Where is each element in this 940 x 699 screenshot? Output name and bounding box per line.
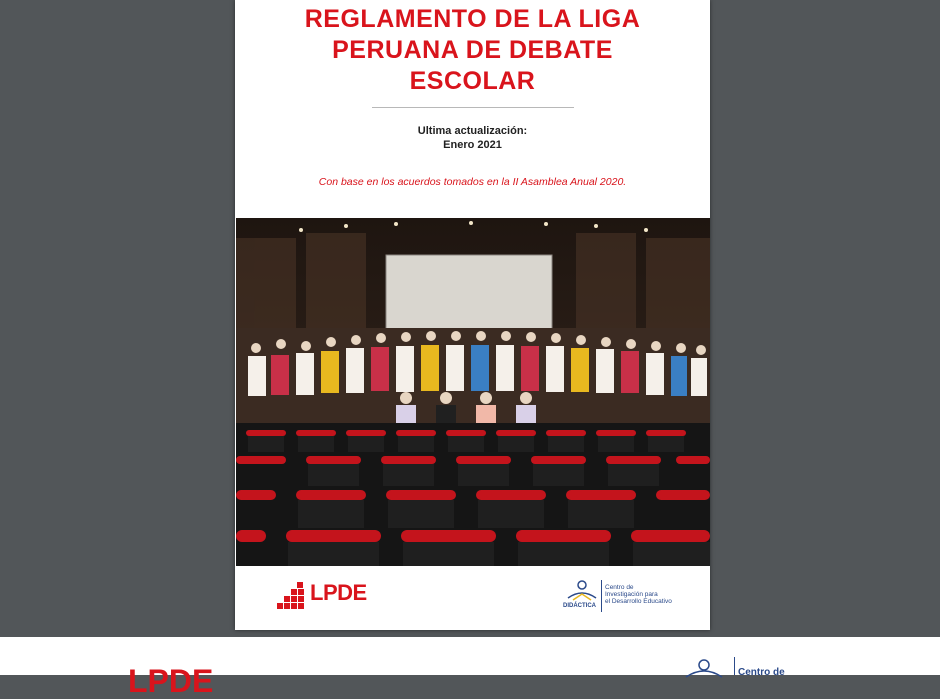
document-title [235,4,710,97]
group-photo [236,218,710,566]
didactica-divider [601,580,602,612]
document-page [235,0,710,630]
lpde-logo-mark-icon [277,582,307,610]
update-label: Ultima actualización: [417,125,528,137]
next-page-didactica-mark-icon [684,657,724,677]
title-line-1: REGLAMENTO DE LA LIGA [304,5,641,33]
title-line-3: ESCOLAR [409,67,536,95]
lpde-logo [277,580,387,616]
didactica-line-2: Investigación para [605,591,658,598]
next-page-divider [734,657,735,675]
didactica-logo-text: DIDÁCTICA [563,603,596,609]
didactica-line-1: Centro de [605,584,634,591]
group-photo-image [236,218,710,566]
didactica-logo-mark-icon [565,578,599,602]
lpde-logo-text: LPDE [310,580,367,605]
next-page-preview [0,637,940,699]
update-date: Enero 2021 [443,139,502,151]
update-info [235,124,710,152]
title-line-2: PERUANA DE DEBATE [332,36,613,64]
title-divider [372,107,574,108]
basis-note: Con base en los acuerdos tomados en la II Asamblea Anual 2020. [318,176,627,188]
didactica-line-3: el Desarrollo Educativo [605,598,672,605]
didactica-logo [563,578,703,616]
next-page-lpde-logo: LPDE [128,663,214,699]
next-page-centro-text: Centro de [738,667,785,678]
